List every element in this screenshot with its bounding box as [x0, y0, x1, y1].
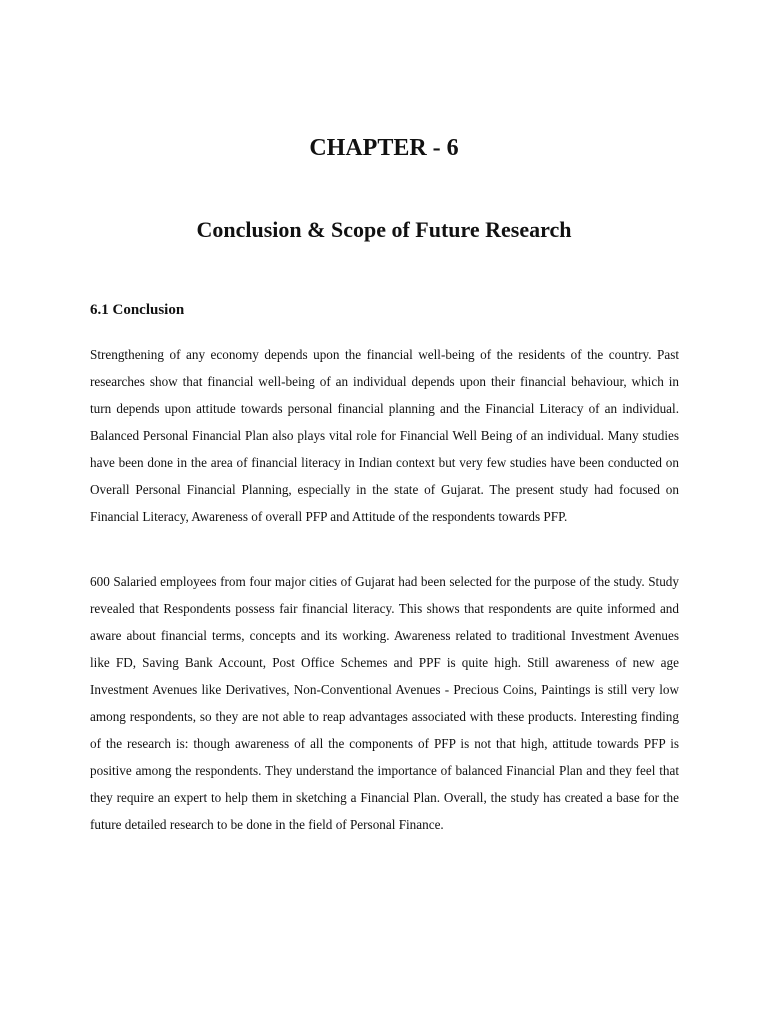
section-heading: 6.1 Conclusion [90, 302, 185, 318]
paragraph: 600 Salaried employees from four major cities of Gujarat had been selected for the purpose of the study. Study revealed that Respondents possess fair financial literacy. This shows that respondents are quite informed and aware about financial terms, concepts and its working. Awareness related to traditional Investment Avenues like FD, Saving Bank Account, Post Office Schemes and PPF is quite high. Still awareness of new age Investment Avenues like Derivatives, Non-Conventional Avenues - Precious Coins, Paintings is still very low among respondents, so they are not able to reap advantages associated with these products. Interesting finding of the research is: though awareness of all the components of PFP is not that high, attitude towards PFP is positive among the respondents. They understand the importance of balanced Financial Plan and they feel that they require an expert to help them in sketching a Financial Plan. Overall, the study has created a base for the future detailed research to be done in the field of Personal Finance. [90, 574, 679, 832]
chapter-number: CHAPTER - 6 [309, 135, 459, 161]
chapter-title: Conclusion & Scope of Future Research [196, 217, 572, 242]
paragraph: Strengthening of any economy depends upon the financial well-being of the residents of the country. Past researches show that financial well-being of an individual depends upon their financial behaviour, which in turn depends upon attitude towards personal financial planning and the Financial Literacy of an individual. Balanced Personal Financial Plan also plays vital role for Financial Well Being of an individual. Many studies have been done in the area of financial literacy in Indian context but very few studies have been conducted on Overall Personal Financial Planning, especially in the state of Gujarat. The present study had focused on Financial Literacy, Awareness of overall PFP and Attitude of the respondents towards PFP. [90, 347, 679, 524]
